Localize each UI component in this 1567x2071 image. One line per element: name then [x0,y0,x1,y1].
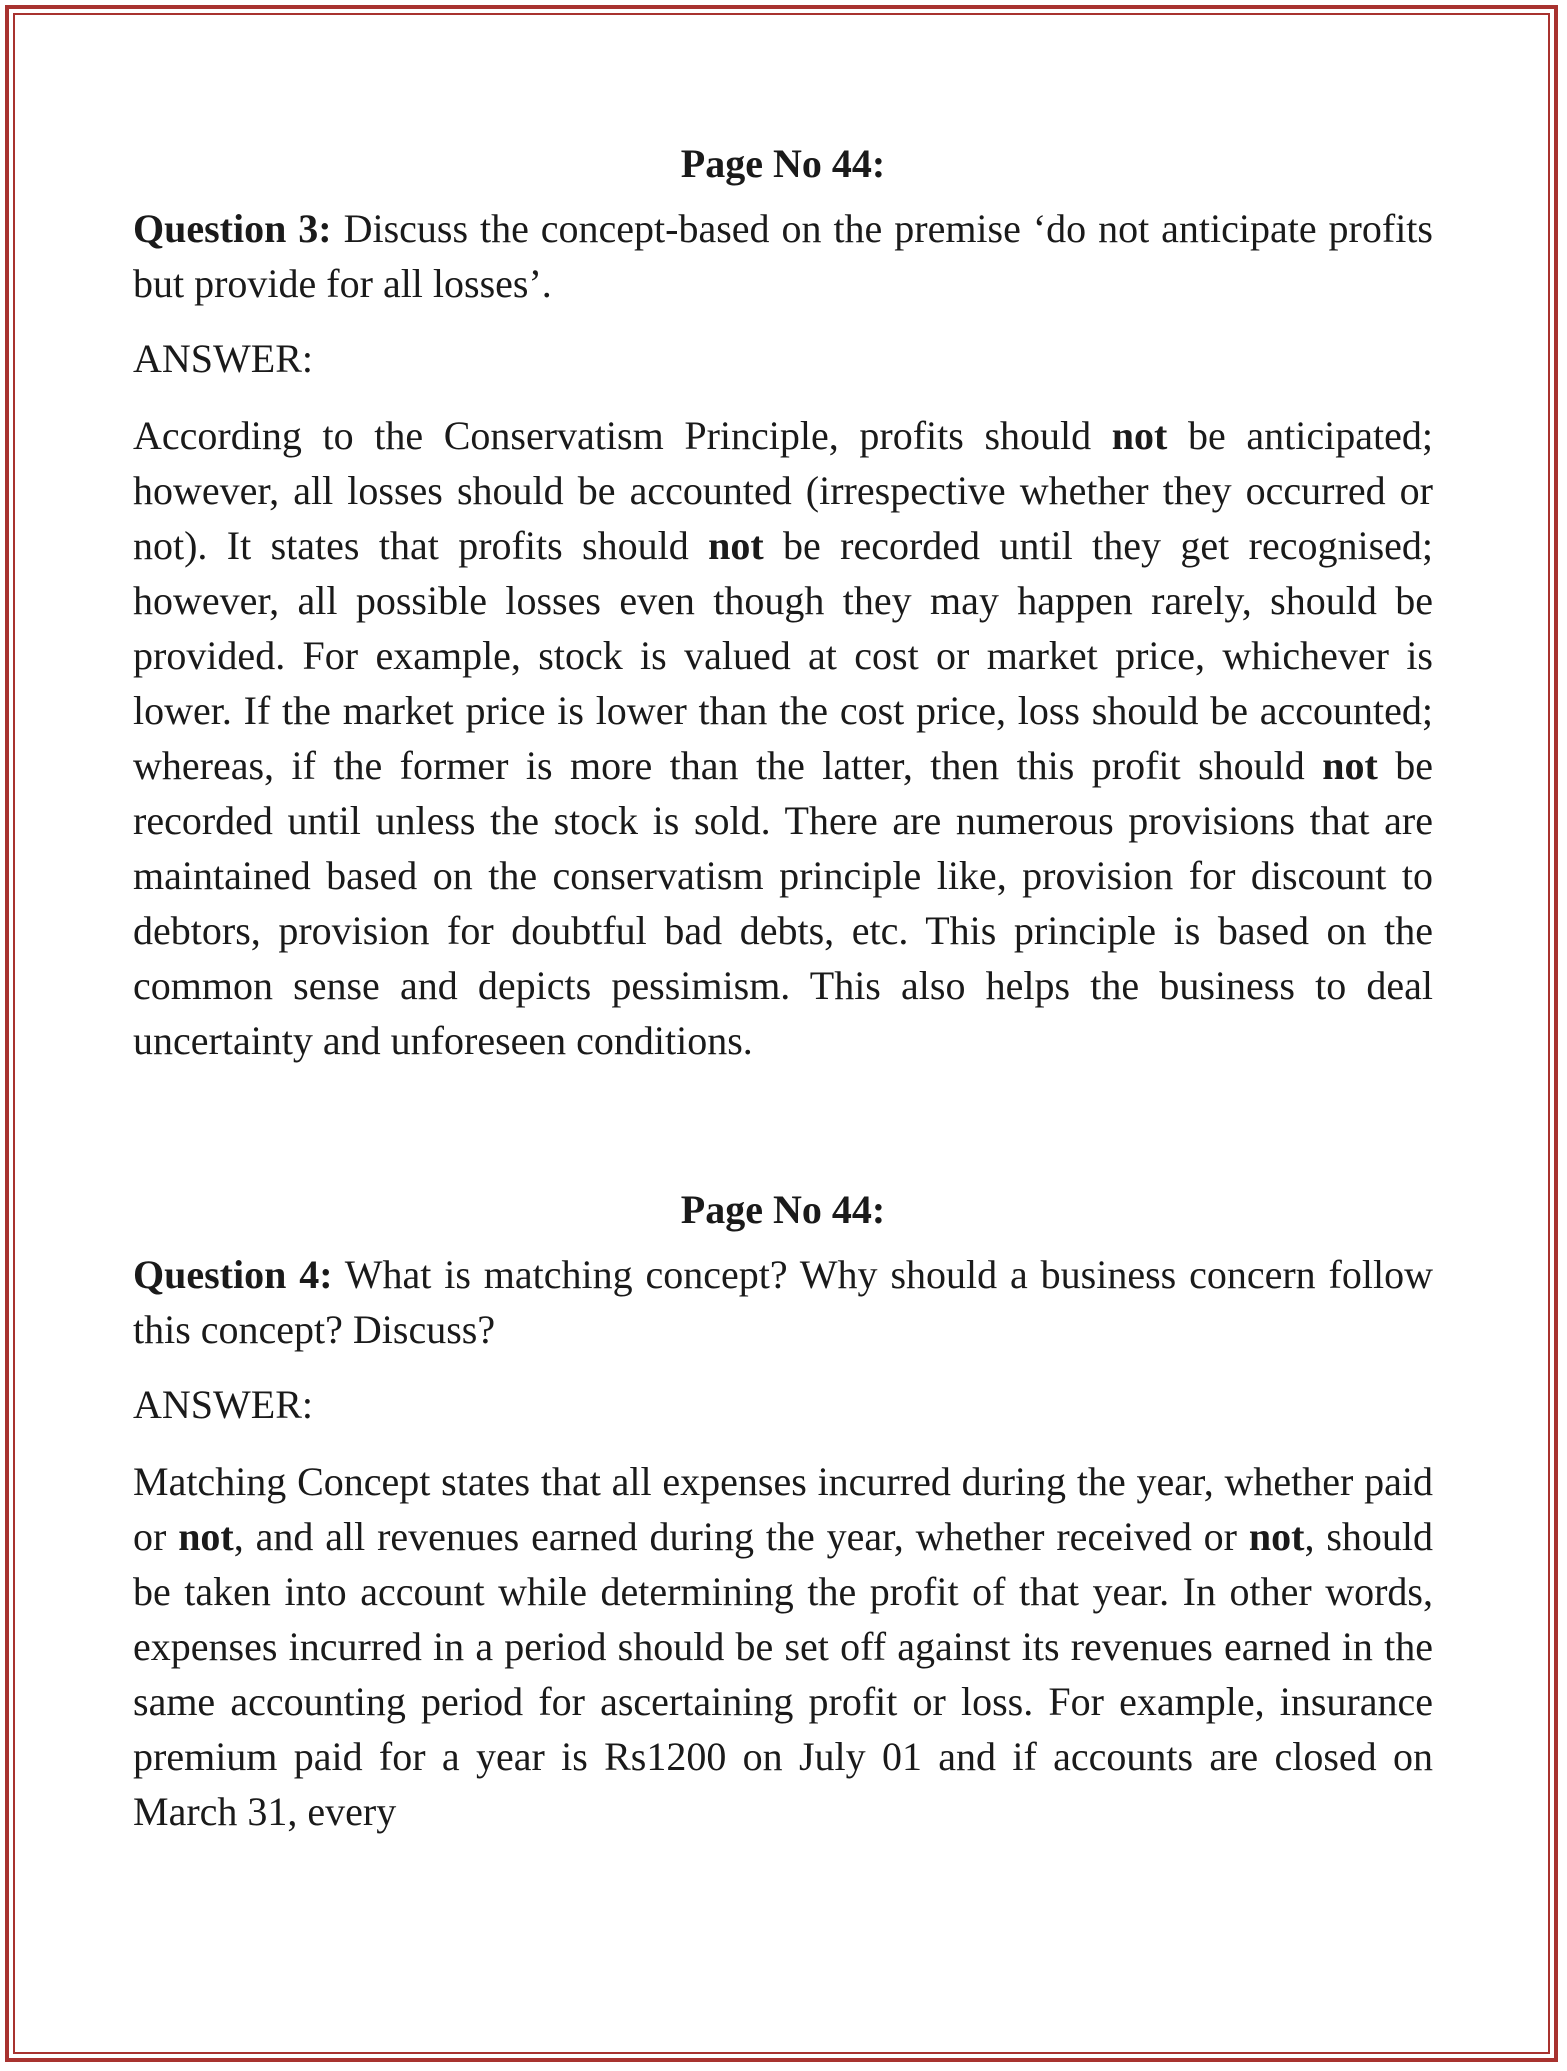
answer-text-segment: Matching Concept states that all expenses incurred during the year, whether paid or [133,1459,1433,1559]
answer-bold-word: not [1322,743,1378,788]
question-label: Question 4: [133,1252,333,1297]
answer-text-segment: be recorded until they get recognised; however, all possible losses even though they may happen rarely, should be provided. For example, stock is valued at cost or market price, whichever is lower. If the market price is lower than the cost price, loss should be accounted; whereas, if the former is more than the latter, then this profit should [133,523,1434,788]
answer-text-segment: be anticipated; however, all losses should be accounted (irrespective whether they occurred or not). It states that profits should [133,413,1433,568]
question-text: Discuss the concept-based on the premise ‘do not anticipate profits but provide for all losses’. [133,206,1433,306]
answer-text-segment: be recorded until unless the stock is sold. There are numerous provisions that are maintained based on the conservatism principle like, provision for discount to debtors, provision for doubtful bad debts, etc. This principle is based on the common sense and depicts pessimism. This also helps the business to deal uncertainty and unforeseen conditions. [133,743,1433,1063]
page-heading: Page No 44: [680,1187,886,1232]
answer-bold-word: not [1111,413,1168,458]
question-4 [133,1247,1433,1357]
answer-bold-word: not [178,1514,234,1559]
answer-bold-word: not [708,523,764,568]
answer-label: ANSWER: [133,1382,313,1427]
answer-text [133,1454,1433,1839]
question-label: Question 3: [133,206,332,251]
question-3-section [133,136,1433,1068]
answer-bold-word: not [1248,1514,1305,1559]
answer-label: ANSWER: [133,336,313,381]
answer-text-segment: , should be taken into account while determining the profit of that year. In other words, expenses incurred in a period should be set off against its revenues earned in the same accounting period for ascertaining profit or loss. For example, insurance premium paid for a year is Rs1200 on July 01 and if accounts are closed on March 31, every [133,1514,1433,1834]
answer-text [133,408,1433,1068]
answer-text-segment: , and all revenues earned during the year, whether received or [233,1514,1249,1559]
question-4-section [133,1182,1433,1839]
question-text: What is matching concept? Why should a business concern follow this concept? Discuss? [133,1252,1433,1352]
question-3 [133,201,1433,311]
page-heading: Page No 44: [680,141,886,186]
answer-text-segment: According to the Conservatism Principle, profits should [133,413,1112,458]
document-content [133,136,1433,1839]
